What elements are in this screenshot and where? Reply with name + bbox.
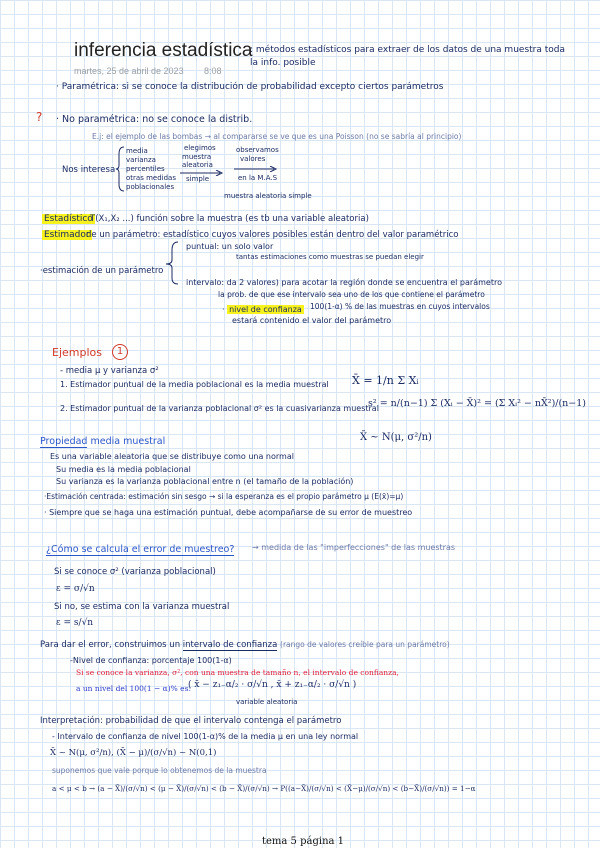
note-intervalo-nivel: - Intervalo de confianza de nivel 100(1-α)% de la media μ en una ley normal: [52, 732, 359, 741]
page-subtitle: : métodos estadísticos para extraer de los datos de una muestra toda la info. posible: [250, 45, 565, 68]
note-muestra-aleatoria: muestra aleatoria: [182, 153, 213, 169]
note-simple: simple: [186, 175, 210, 183]
heading-ejemplos: Ejemplos: [52, 346, 102, 359]
note-estimacion-centrada: ·Estimación centrada: estimación sin sesgo → si la esperanza es el propio parámetro μ (E(x̄)=μ): [44, 492, 404, 501]
note-nos-interesa: Nos interesa: [62, 165, 116, 175]
note-mas-full: muestra aleatoria simple: [224, 192, 312, 200]
note-variable-aleatoria: variable aleatoria: [236, 698, 298, 706]
heading-propiedad: Propiedad media muestral: [40, 436, 166, 447]
note-como-error-def: → medida de las "imperfecciones" de las muestras: [252, 543, 456, 552]
note-si-conoce: Si se conoce σ² (varianza poblacional): [54, 567, 216, 577]
list-item: varianza: [126, 156, 156, 164]
note-nivel-porcentaje: -Nivel de confianza: porcentaje 100(1-α): [70, 656, 232, 665]
note-estadistico-def: T(X₁,X₂ ...) función sobre la muestra (es tb una variable aleatoria): [90, 214, 369, 224]
note-prop2: Su media es la media poblacional: [56, 465, 191, 474]
note-parametrica: · Paramétrica: si se conoce la distribución de probabilidad excepto ciertos parámetros: [56, 82, 444, 92]
note-no-parametrica: · No paramétrica: no se conoce la distrib.: [56, 114, 253, 125]
page-footer: tema 5 página 1: [262, 836, 345, 847]
term-nivel-confianza: · nivel de confianza: [222, 305, 302, 314]
brace-icon: [160, 240, 180, 286]
printed-text-1: Si se conoce la varianza, σ², con una muestra de tamaño n, el intervalo de confianza,: [76, 668, 399, 677]
note-intervalo: intervalo: da 2 valores) para acotar la región donde se encuentra el parámetro: [186, 278, 502, 287]
note-para-dar: Para dar el error, construimos un intervalo de confianza (rango de valores creíble para un parámetro): [40, 640, 450, 650]
formula-estandarizacion: X̄ ~ N(μ, σ²/n), (X̄ − μ)/(σ/√n) ~ N(0,1): [50, 748, 217, 758]
brace-icon: [116, 146, 126, 192]
note-observamos: observamos: [236, 146, 279, 154]
formula-intervalo: ( x̄ − z₁₋α/₂ · σ/√n , x̄ + z₁₋α/₂ · σ/√n ): [188, 680, 357, 690]
note-prop1: Es una variable aleatoria que se distribuye como una normal: [50, 452, 294, 461]
note-puntual: puntual: un solo valor: [186, 242, 274, 251]
note-intervalo-2: la prob. de que ese intervalo sea uno de los que contiene el parámetro: [218, 290, 485, 299]
formula-media-muestral: X̄ = 1/n Σ Xᵢ: [352, 374, 419, 387]
note-ej1: 1. Estimador puntual de la media poblacional es la media muestral: [60, 380, 329, 389]
interesa-list: [126, 147, 176, 192]
note-media-varianza: - media μ y varianza σ²: [60, 366, 159, 376]
list-item: otras medidas: [126, 174, 176, 182]
formula-eps-sigma: ε = σ/√n: [56, 584, 95, 594]
term-estadistico: Estadístico: [44, 214, 93, 224]
page-title: inferencia estadística: [74, 40, 253, 61]
note-ej2: 2. Estimador puntual de la varianza poblacional σ² es la cuasivarianza muestral: [60, 404, 379, 413]
note-time: 8:08: [204, 66, 222, 76]
note-prop3: Su varianza es la varianza poblacional entre n (el tamaño de la población): [56, 477, 354, 486]
note-estimador-def: de un parámetro: estadístico cuyos valores posibles están dentro del valor paramétrico: [86, 230, 459, 240]
note-puntual-2: tantas estimaciones como muestras se puedan elegir: [236, 253, 424, 261]
list-item: poblacionales: [126, 183, 175, 191]
formula-probabilidad: a < μ < b → (a − X̄)/(σ/√n) < (μ − X̄)/(σ/√n) < (b − X̄)/(σ/√n) → P((a−X̄)/(σ/√n) < (X̄−μ)/(σ/√n) < (b−X̄)/(σ/√n)) = 1−α: [52, 784, 476, 793]
heading-como-error: ¿Cómo se calcula el error de muestreo?: [46, 544, 235, 555]
note-estimacion: ·estimación de un parámetro: [40, 266, 164, 276]
note-en-la-mas: en la M.A.S: [238, 174, 278, 182]
list-item: percentiles: [126, 165, 165, 173]
formula-eps-s: ε = s/√n: [56, 618, 94, 628]
formula-cuasivarianza: s² = n/(n−1) Σ (Xᵢ − X̄)² = (Σ Xᵢ² − nX̄²)/(n−1): [368, 398, 587, 409]
note-nivel-def: 100(1-α) % de las muestras en cuyos intervalos: [310, 302, 490, 311]
note-si-no: Si no, se estima con la varianza muestral: [54, 602, 230, 612]
note-ej-bombas: E.j: el ejemplo de las bombas → al compararse se ve que es una Poisson (no se sabría al principio): [92, 132, 462, 141]
note-interpretacion: Interpretación: probabilidad de que el intervalo contenga el parámetro: [40, 716, 342, 726]
note-siempre: · Siempre que se haga una estimación puntual, debe acompañarse de su error de muestreo: [44, 508, 413, 517]
list-item: media: [126, 147, 148, 155]
note-date: martes, 25 de abril de 2023: [74, 66, 184, 76]
formula-distribucion-media: X̄ ~ N(μ, σ²/n): [360, 432, 432, 443]
question-mark-icon: ?: [36, 110, 43, 124]
printed-text-2: a un nivel del 100(1 − α)% es:: [76, 684, 191, 693]
note-suponemos: suponemos que vale porque lo obtenemos de la muestra: [52, 766, 267, 775]
ejemplos-number: 1: [112, 344, 128, 360]
term-estimador: Estimador: [44, 230, 90, 240]
note-valores: valores: [240, 155, 266, 163]
arrow-icon: [234, 166, 278, 172]
note-nivel-def-2: estará contenido el valor del parámetro: [232, 316, 392, 325]
note-elegimos: elegimos: [184, 144, 216, 152]
